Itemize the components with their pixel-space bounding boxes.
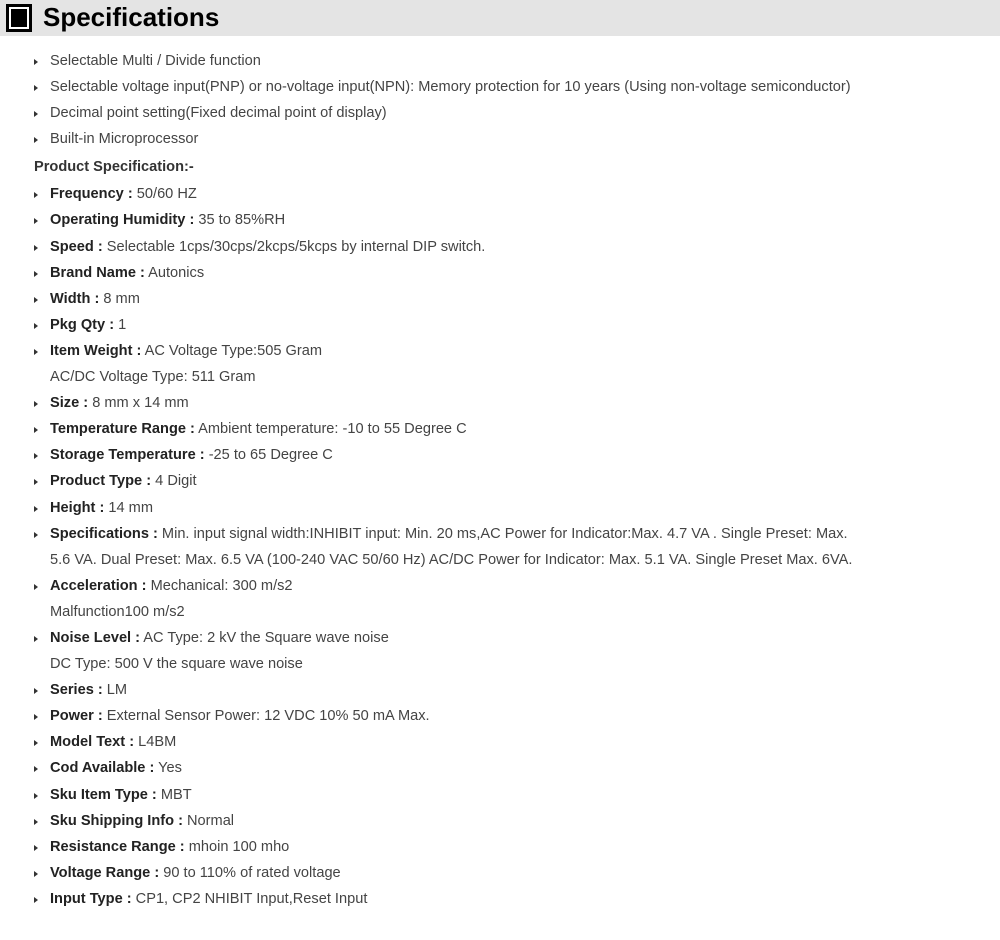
spec-value: 90 to 110% of rated voltage — [163, 864, 341, 881]
spec-text — [50, 338, 322, 364]
spec-label: Model Text : — [50, 734, 135, 751]
triangle-bullet-icon — [34, 192, 38, 198]
triangle-bullet-icon — [34, 532, 38, 538]
spec-item — [0, 442, 1000, 468]
spec-value: 14 mm — [108, 499, 153, 516]
triangle-bullet-icon — [34, 245, 38, 251]
spec-value: Min. input signal width:INHIBIT input: Min. 20 ms,AC Power for Indicator:Max. 4.7 VA . Single Preset: Max. — [161, 525, 848, 542]
spec-continuation-text: AC/DC Voltage Type: 511 Gram — [50, 369, 256, 386]
spec-text — [50, 573, 293, 599]
triangle-bullet-icon — [34, 506, 38, 512]
section-title: Specifications — [43, 2, 220, 32]
spec-label: Operating Humidity : — [50, 212, 195, 229]
spec-item — [0, 755, 1000, 781]
feature-text: Built-in Microprocessor — [50, 131, 199, 148]
spec-value: 4 Digit — [155, 473, 197, 490]
spec-item — [0, 286, 1000, 312]
spec-label: Height : — [50, 499, 105, 516]
spec-item — [0, 260, 1000, 286]
triangle-bullet-icon — [34, 401, 38, 407]
spec-text — [50, 755, 182, 781]
spec-content — [0, 48, 1000, 912]
feature-item — [0, 126, 1000, 152]
spec-label: Noise Level : — [50, 629, 141, 646]
triangle-bullet-icon — [34, 297, 38, 303]
triangle-bullet-icon — [34, 85, 38, 91]
triangle-bullet-icon — [34, 479, 38, 485]
spec-item — [0, 338, 1000, 364]
spec-label: Sku Shipping Info : — [50, 812, 183, 829]
spec-text — [50, 390, 189, 416]
spec-label: Frequency : — [50, 186, 133, 203]
spec-item — [0, 468, 1000, 494]
spec-continuation — [0, 599, 1000, 625]
spec-continuation-text: 5.6 VA. Dual Preset: Max. 6.5 VA (100-240 VAC 50/60 Hz) AC/DC Power for Indicator: Max. 5.1 VA. Single Preset Max. 6VA. — [50, 551, 853, 568]
feature-text: Selectable Multi / Divide function — [50, 53, 261, 69]
triangle-bullet-icon — [34, 453, 38, 459]
spec-continuation — [0, 651, 1000, 677]
spec-value: Selectable 1cps/30cps/2kcps/5kcps by internal DIP switch. — [106, 238, 486, 255]
spec-text — [50, 729, 176, 755]
square-bullet-icon — [6, 4, 32, 32]
spec-value: Normal — [187, 812, 235, 829]
section-header — [0, 0, 1000, 36]
spec-value: Yes — [158, 760, 182, 777]
spec-value: mhoin 100 mho — [188, 838, 290, 855]
spec-text — [50, 312, 126, 338]
spec-item — [0, 886, 1000, 912]
spec-label: Resistance Range : — [50, 838, 185, 855]
spec-label: Input Type : — [50, 890, 132, 907]
triangle-bullet-icon — [34, 740, 38, 746]
spec-label: Sku Item Type : — [50, 786, 157, 803]
spec-label: Power : — [50, 708, 103, 725]
spec-item — [0, 703, 1000, 729]
triangle-bullet-icon — [34, 111, 38, 117]
spec-text — [50, 181, 197, 207]
spec-value: 1 — [118, 316, 127, 333]
spec-text — [50, 860, 341, 886]
spec-text — [50, 207, 285, 233]
triangle-bullet-icon — [34, 819, 38, 825]
spec-text — [50, 286, 140, 312]
spec-item — [0, 729, 1000, 755]
triangle-bullet-icon — [34, 137, 38, 143]
spec-list — [0, 181, 1000, 912]
spec-text — [50, 808, 234, 834]
spec-value: CP1, CP2 NHIBIT Input,Reset Input — [135, 890, 368, 907]
triangle-bullet-icon — [34, 584, 38, 590]
triangle-bullet-icon — [34, 793, 38, 799]
spec-item — [0, 495, 1000, 521]
spec-text — [50, 625, 389, 651]
feature-item — [0, 74, 1000, 100]
spec-value: 8 mm x 14 mm — [92, 395, 189, 412]
spec-value: Autonics — [148, 264, 205, 281]
spec-text — [50, 442, 333, 468]
spec-item — [0, 625, 1000, 651]
spec-text — [50, 416, 467, 442]
product-spec-heading-text: Product Specification:- — [34, 159, 194, 176]
spec-text — [50, 703, 430, 729]
spec-continuation-text: DC Type: 500 V the square wave noise — [50, 656, 303, 673]
spec-text — [50, 234, 485, 260]
spec-label: Size : — [50, 395, 89, 412]
spec-text — [50, 886, 367, 912]
spec-item — [0, 782, 1000, 808]
triangle-bullet-icon — [34, 688, 38, 694]
spec-label: Storage Temperature : — [50, 447, 205, 464]
spec-value: External Sensor Power: 12 VDC 10% 50 mA Max. — [106, 708, 430, 725]
triangle-bullet-icon — [34, 845, 38, 851]
feature-item — [0, 100, 1000, 126]
spec-continuation — [0, 547, 1000, 573]
spec-item — [0, 181, 1000, 207]
spec-item — [0, 207, 1000, 233]
feature-text: Selectable voltage input(PNP) or no-voltage input(NPN): Memory protection for 10 years (Using non-voltage semiconductor) — [50, 79, 851, 96]
spec-label: Product Type : — [50, 473, 152, 490]
spec-value: 35 to 85%RH — [198, 212, 286, 229]
spec-label: Series : — [50, 682, 103, 699]
spec-label: Acceleration : — [50, 577, 147, 594]
product-spec-heading — [0, 152, 1000, 181]
spec-text — [50, 521, 848, 547]
spec-value: LM — [106, 682, 128, 699]
spec-item — [0, 677, 1000, 703]
spec-value: Ambient temperature: -10 to 55 Degree C — [198, 421, 467, 438]
triangle-bullet-icon — [34, 636, 38, 642]
triangle-bullet-icon — [34, 349, 38, 355]
triangle-bullet-icon — [34, 271, 38, 277]
spec-value: 50/60 HZ — [136, 186, 197, 203]
spec-continuation — [0, 364, 1000, 390]
spec-continuation-text: Malfunction100 m/s2 — [50, 603, 185, 620]
spec-text — [50, 495, 153, 521]
spec-item — [0, 416, 1000, 442]
spec-value: -25 to 65 Degree C — [208, 447, 333, 464]
spec-item — [0, 808, 1000, 834]
triangle-bullet-icon — [34, 714, 38, 720]
spec-item — [0, 312, 1000, 338]
spec-item — [0, 860, 1000, 886]
spec-label: Voltage Range : — [50, 864, 160, 881]
triangle-bullet-icon — [34, 323, 38, 329]
spec-label: Pkg Qty : — [50, 316, 115, 333]
triangle-bullet-icon — [34, 218, 38, 224]
spec-text — [50, 782, 192, 808]
feature-item — [0, 48, 1000, 74]
spec-item — [0, 390, 1000, 416]
spec-value: AC Type: 2 kV the Square wave noise — [143, 629, 389, 646]
spec-label: Cod Available : — [50, 760, 155, 777]
spec-value: 8 mm — [103, 290, 140, 307]
spec-text — [50, 260, 204, 286]
spec-value: MBT — [160, 786, 192, 803]
spec-item — [0, 834, 1000, 860]
spec-value: Mechanical: 300 m/s2 — [150, 577, 293, 594]
spec-label: Item Weight : — [50, 342, 142, 359]
spec-label: Temperature Range : — [50, 421, 195, 438]
spec-item — [0, 234, 1000, 260]
spec-label: Specifications : — [50, 525, 158, 542]
spec-label: Width : — [50, 290, 100, 307]
spec-item — [0, 573, 1000, 599]
triangle-bullet-icon — [34, 871, 38, 877]
triangle-bullet-icon — [34, 897, 38, 903]
spec-value: L4BM — [138, 734, 177, 751]
triangle-bullet-icon — [34, 427, 38, 433]
spec-text — [50, 677, 127, 703]
feature-text: Decimal point setting(Fixed decimal point of display) — [50, 105, 387, 122]
spec-label: Speed : — [50, 238, 103, 255]
spec-text — [50, 468, 197, 494]
triangle-bullet-icon — [34, 766, 38, 772]
triangle-bullet-icon — [34, 59, 38, 65]
spec-item — [0, 521, 1000, 547]
spec-label: Brand Name : — [50, 264, 145, 281]
spec-value: AC Voltage Type:505 Gram — [144, 342, 322, 359]
spec-text — [50, 834, 289, 860]
